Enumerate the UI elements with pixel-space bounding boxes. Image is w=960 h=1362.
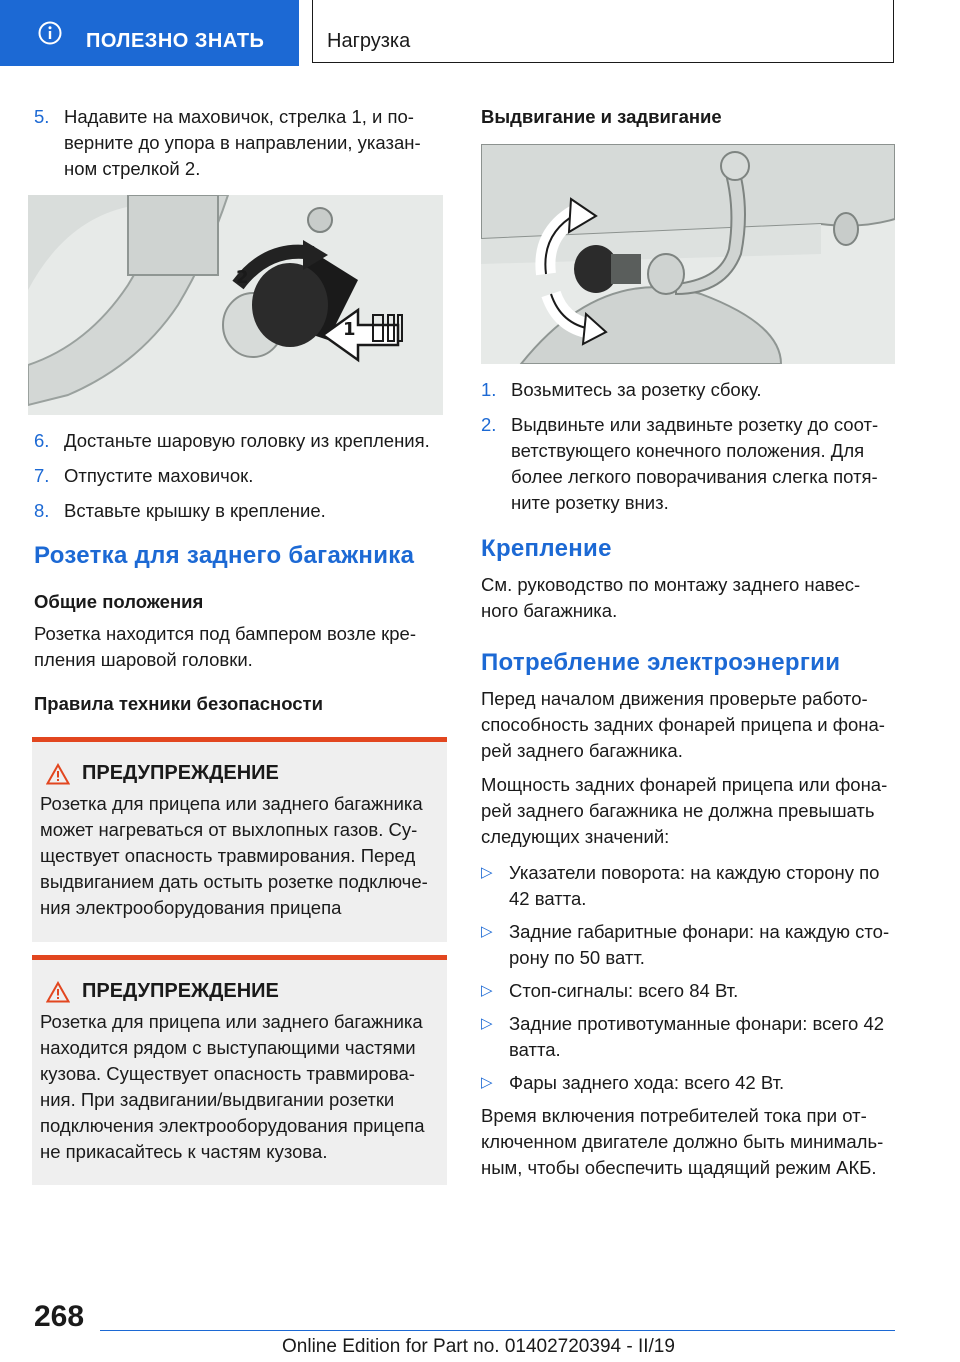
- step-6: [34, 428, 448, 454]
- power-paragraph-1: Перед началом движения проверьте работо-способность задних фонарей прицепа и фона-рей заднего багажника.: [481, 688, 885, 761]
- bullet-triangle-icon: ▷: [481, 1074, 493, 1091]
- mount-section: [481, 536, 895, 624]
- warning-header: [40, 980, 439, 1003]
- step-number: 2.: [481, 414, 497, 435]
- bullet-triangle-icon: ▷: [481, 923, 493, 940]
- socket-illustration: [481, 144, 895, 364]
- section-label: ПОЛЕЗНО ЗНАТЬ: [86, 30, 265, 52]
- info-icon: [38, 21, 62, 45]
- page-title-box: [312, 0, 894, 63]
- arrow-label-1: 1: [343, 319, 356, 340]
- step-text: Вставьте крышку в крепление.: [64, 500, 326, 521]
- step-text: Возьмитесь за розетку сбоку.: [511, 379, 762, 400]
- warning-box-2: [32, 955, 447, 1185]
- power-title: Потребление электроэнергии: [481, 649, 841, 676]
- footer-edition: Online Edition for Part no. 01402720394 - II/19: [282, 1336, 675, 1357]
- power-section: [481, 650, 895, 1181]
- footer-divider: [100, 1330, 895, 1331]
- bullet-text: Задние противотуманные фонари: всего 42 ватта.: [509, 1013, 885, 1060]
- bullet-text: Задние габаритные фонари: на каждую сто-рону по 50 ватт.: [509, 921, 890, 968]
- general-heading: Общие положения: [34, 591, 204, 612]
- step-5: [34, 104, 448, 182]
- power-bullet: [481, 919, 895, 971]
- power-bullet: [481, 1011, 895, 1063]
- warning-title: ПРЕДУПРЕЖДЕНИЕ: [82, 980, 279, 1002]
- bullet-text: Фары заднего хода: всего 42 Вт.: [509, 1072, 785, 1093]
- warning-icon: [46, 763, 70, 785]
- step-number: 6.: [34, 430, 50, 451]
- power-bullet: [481, 1070, 895, 1096]
- page-title: Нагрузка: [327, 30, 411, 52]
- step-7: [34, 463, 448, 489]
- left-steps-a: [34, 104, 448, 182]
- section-tab[interactable]: [0, 0, 299, 66]
- mount-text: См. руководство по монтажу заднего навес-ного багажника.: [481, 574, 861, 621]
- section-title: Розетка для заднего багажника: [34, 542, 415, 569]
- step-text: Выдвиньте или задвиньте розетку до соот-ветствующего конечного положения. Для более легкого поворачивания слегка потя-ните розетку вниз.: [511, 414, 879, 513]
- warning-title: ПРЕДУПРЕЖДЕНИЕ: [82, 762, 279, 784]
- bullet-triangle-icon: ▷: [481, 982, 493, 999]
- step-text: Надавите на маховичок, стрелка 1, и по-верните до упора в направлении, указан-ном стрелкой 2.: [64, 106, 421, 179]
- warning-text: Розетка для прицепа или заднего багажника может нагреваться от выхлопных газов. Су-ществует опасность травмирования. Перед выдвиганием дать остыть розетке подключе-ния электрооборудования прицепа: [40, 793, 428, 918]
- step-text: Достаньте шаровую головку из крепления.: [64, 430, 430, 451]
- left-steps-b: [34, 428, 448, 524]
- power-paragraph-2: Мощность задних фонарей прицепа или фона-рей заднего багажника не должна превышать следующих значений:: [481, 774, 888, 847]
- power-bullet: [481, 860, 895, 912]
- power-paragraph-3: Время включения потребителей тока при от-ключенном двигателе должно быть минималь-ным, чтобы обеспечить щадящий режим АКБ.: [481, 1105, 884, 1178]
- bullet-text: Указатели поворота: на каждую сторону по 42 ватта.: [509, 862, 880, 909]
- general-text: Розетка находится под бампером возле кре-пления шаровой головки.: [34, 623, 416, 670]
- slide-step-2: [481, 412, 895, 516]
- right-heading: [481, 104, 895, 130]
- step-number: 1.: [481, 379, 497, 400]
- step-number: 7.: [34, 465, 50, 486]
- warning-icon: [46, 981, 70, 1003]
- mount-title: Крепление: [481, 535, 612, 562]
- left-section: [34, 543, 448, 717]
- step-number: 5.: [34, 106, 50, 127]
- right-steps: [481, 377, 895, 516]
- socket-figure: [481, 144, 895, 364]
- warning-header: [40, 762, 439, 785]
- safety-heading: Правила техники безопасности: [34, 693, 323, 714]
- tow-hitch-illustration: [28, 195, 443, 415]
- ball-head-figure: [28, 195, 443, 415]
- power-bullet: [481, 978, 895, 1004]
- bullet-text: Стоп-сигналы: всего 84 Вт.: [509, 980, 739, 1001]
- warning-text: Розетка для прицепа или заднего багажника находится рядом с выступающими частями кузова. Существует опасность травмирова-ния. При задвигании/выдвигании розетки подключения электрооборудования прицепа не прикасайтесь к частям кузова.: [40, 1011, 425, 1162]
- slide-step-1: [481, 377, 895, 403]
- warning-box-1: [32, 737, 447, 942]
- arrow-label-2: 2: [236, 267, 249, 288]
- step-number: 8.: [34, 500, 50, 521]
- slide-heading: Выдвигание и задвигание: [481, 106, 722, 127]
- bullet-triangle-icon: ▷: [481, 864, 493, 881]
- step-text: Отпустите маховичок.: [64, 465, 254, 486]
- step-8: [34, 498, 448, 524]
- page-number: 268: [34, 1300, 85, 1333]
- bullet-triangle-icon: ▷: [481, 1015, 493, 1032]
